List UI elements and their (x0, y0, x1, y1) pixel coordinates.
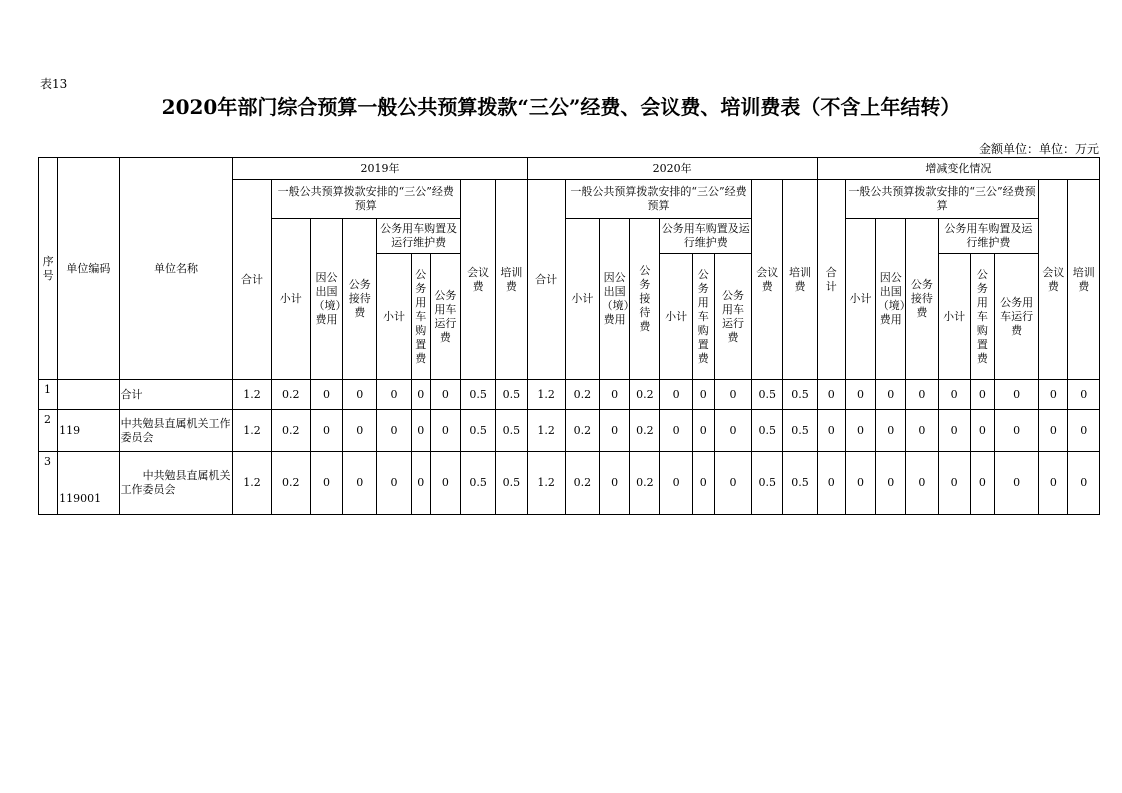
row-value-cell: 0.2 (630, 410, 660, 452)
row-value-cell: 0.2 (271, 452, 310, 515)
table-row (39, 410, 1100, 452)
header-row-1 (39, 158, 1100, 180)
row-value-cell: 0 (1068, 380, 1100, 410)
header-change-training: 培训费 (1068, 180, 1100, 380)
row-value-cell: 0 (660, 380, 692, 410)
row-value-cell: 1.2 (233, 410, 271, 452)
row-unit-name: 合计 (119, 380, 233, 410)
header-2020-meeting: 会议费 (752, 180, 783, 380)
row-value-cell: 0 (600, 452, 630, 515)
header-2020-sangong: 一般公共预算拨款安排的“三公”经费预算 (565, 180, 751, 219)
row-seq: 1 (39, 380, 58, 410)
header-change-abroad: 因公出国（境）费用 (876, 219, 906, 380)
row-value-cell: 0 (817, 452, 845, 515)
row-value-cell: 1.2 (527, 410, 565, 452)
row-value-cell: 0 (430, 452, 460, 515)
row-value-cell: 0 (310, 410, 342, 452)
header-2020-vehicle-operation: 公务用车运行费 (714, 254, 751, 380)
page-title: 2020年部门综合预算一般公共预算拨款“三公”经费、会议费、培训费表（不含上年结转） (161, 95, 961, 119)
row-value-cell: 0 (845, 380, 875, 410)
row-value-cell: 0.5 (752, 452, 783, 515)
row-unit-name: 中共勉县直属机关工作委员会 (119, 452, 233, 515)
row-value-cell: 0 (310, 380, 342, 410)
table-row (39, 380, 1100, 410)
header-2020-vehicle-purchase: 公务用车购置费 (692, 254, 714, 380)
header-unit-name: 单位名称 (119, 158, 233, 380)
row-value-cell: 0.5 (752, 410, 783, 452)
amount-unit-label: 金额单位：单位：万元 (978, 142, 1099, 156)
header-2019-vehicle-operation: 公务用车运行费 (430, 254, 460, 380)
row-value-cell: 0.5 (496, 380, 527, 410)
row-value-cell: 0.2 (630, 452, 660, 515)
table-row (39, 452, 1100, 515)
row-value-cell: 0 (938, 380, 970, 410)
header-change-meeting: 会议费 (1039, 180, 1068, 380)
row-value-cell: 0 (1039, 452, 1068, 515)
header-2019-meeting: 会议费 (460, 180, 495, 380)
row-value-cell: 0 (845, 410, 875, 452)
header-2019-vehicle: 公务用车购置及运行维护费 (377, 219, 461, 254)
row-value-cell: 1.2 (527, 452, 565, 515)
row-unit-code: 119001 (58, 452, 119, 515)
row-value-cell: 0 (845, 452, 875, 515)
header-change-vehicle: 公务用车购置及运行维护费 (938, 219, 1039, 254)
header-2020-vehicle: 公务用车购置及运行维护费 (660, 219, 752, 254)
row-value-cell: 0 (1068, 410, 1100, 452)
row-value-cell: 0.5 (460, 452, 495, 515)
row-value-cell: 0 (906, 410, 938, 452)
header-2019-vehicle-purchase: 公务用车购置费 (411, 254, 430, 380)
row-value-cell: 1.2 (233, 452, 271, 515)
header-2019-abroad: 因公出国（境）费用 (310, 219, 342, 380)
header-2019-subtotal: 小计 (271, 219, 310, 380)
row-value-cell: 0 (714, 380, 751, 410)
header-year-2019: 2019年 (233, 158, 527, 180)
row-value-cell: 0.2 (630, 380, 660, 410)
row-value-cell: 0 (430, 410, 460, 452)
row-value-cell: 0 (906, 380, 938, 410)
row-value-cell: 0 (1039, 410, 1068, 452)
header-2019-reception: 公务接待费 (343, 219, 377, 380)
header-change-reception: 公务接待费 (906, 219, 938, 380)
row-value-cell: 0.5 (752, 380, 783, 410)
row-seq: 3 (39, 452, 58, 515)
row-value-cell: 0 (310, 452, 342, 515)
row-value-cell: 0 (994, 410, 1038, 452)
header-2020-subtotal: 小计 (565, 219, 599, 380)
row-value-cell: 0 (692, 452, 714, 515)
row-value-cell: 0 (377, 380, 411, 410)
row-value-cell: 0 (876, 410, 906, 452)
row-value-cell: 0 (970, 410, 994, 452)
row-unit-name: 中共勉县直属机关工作委员会 (119, 410, 233, 452)
header-change-vehicle-operation: 公务用车运行费 (994, 254, 1038, 380)
row-value-cell: 0 (714, 452, 751, 515)
row-value-cell: 0.5 (460, 380, 495, 410)
row-value-cell: 0 (660, 452, 692, 515)
row-value-cell: 0 (876, 452, 906, 515)
budget-table (38, 157, 1100, 515)
row-value-cell: 0.2 (565, 380, 599, 410)
row-value-cell: 1.2 (233, 380, 271, 410)
row-unit-code: 119 (58, 410, 119, 452)
header-change-vehicle-purchase: 公务用车购置费 (970, 254, 994, 380)
row-value-cell: 0 (994, 380, 1038, 410)
row-value-cell: 0 (938, 410, 970, 452)
header-change-subtotal: 小计 (845, 219, 875, 380)
header-year-2020: 2020年 (527, 158, 817, 180)
row-value-cell: 0.5 (496, 452, 527, 515)
row-value-cell: 0 (817, 410, 845, 452)
row-value-cell: 0.2 (271, 380, 310, 410)
row-value-cell: 0.5 (460, 410, 495, 452)
row-value-cell: 0.5 (783, 380, 817, 410)
header-change-total: 合计 (817, 180, 845, 380)
row-value-cell: 0 (411, 380, 430, 410)
row-seq: 2 (39, 410, 58, 452)
header-2019-sangong: 一般公共预算拨款安排的“三公”经费预算 (271, 180, 460, 219)
header-change-sangong: 一般公共预算拨款安排的“三公”经费预算 (845, 180, 1038, 219)
row-value-cell: 0.2 (565, 410, 599, 452)
header-2019-total: 合计 (233, 180, 271, 380)
table-body (39, 380, 1100, 515)
row-value-cell: 0 (343, 380, 377, 410)
row-value-cell: 0 (994, 452, 1038, 515)
row-value-cell: 0 (343, 410, 377, 452)
row-value-cell: 0 (600, 380, 630, 410)
row-value-cell: 0 (600, 410, 630, 452)
row-value-cell: 0.5 (783, 452, 817, 515)
row-value-cell: 0 (817, 380, 845, 410)
header-change: 增减变化情况 (817, 158, 1099, 180)
row-value-cell: 0 (692, 410, 714, 452)
row-value-cell: 0 (938, 452, 970, 515)
row-value-cell: 0 (343, 452, 377, 515)
row-value-cell: 0 (377, 410, 411, 452)
header-2020-total: 合计 (527, 180, 565, 380)
row-value-cell: 0.2 (271, 410, 310, 452)
row-value-cell: 0 (660, 410, 692, 452)
header-2020-reception: 公务接待费 (630, 219, 660, 380)
header-change-vehicle-subtotal: 小计 (938, 254, 970, 380)
row-value-cell: 0.5 (496, 410, 527, 452)
row-value-cell: 0 (411, 452, 430, 515)
row-value-cell: 0 (714, 410, 751, 452)
row-value-cell: 0 (411, 410, 430, 452)
row-value-cell: 0 (1068, 452, 1100, 515)
header-2019-vehicle-subtotal: 小计 (377, 254, 411, 380)
header-2020-vehicle-subtotal: 小计 (660, 254, 692, 380)
table-number: 表13 (40, 77, 68, 91)
row-value-cell: 0 (970, 452, 994, 515)
header-2020-abroad: 因公出国（境）费用 (600, 219, 630, 380)
row-value-cell: 1.2 (527, 380, 565, 410)
row-value-cell: 0 (430, 380, 460, 410)
row-value-cell: 0.2 (565, 452, 599, 515)
row-value-cell: 0 (906, 452, 938, 515)
header-seq: 序号 (39, 158, 58, 380)
row-value-cell: 0.5 (783, 410, 817, 452)
row-unit-code (58, 380, 119, 410)
row-value-cell: 0 (1039, 380, 1068, 410)
header-2020-training: 培训费 (783, 180, 817, 380)
header-2019-training: 培训费 (496, 180, 527, 380)
row-value-cell: 0 (692, 380, 714, 410)
row-value-cell: 0 (876, 380, 906, 410)
header-unit-code: 单位编码 (58, 158, 119, 380)
row-value-cell: 0 (377, 452, 411, 515)
row-value-cell: 0 (970, 380, 994, 410)
